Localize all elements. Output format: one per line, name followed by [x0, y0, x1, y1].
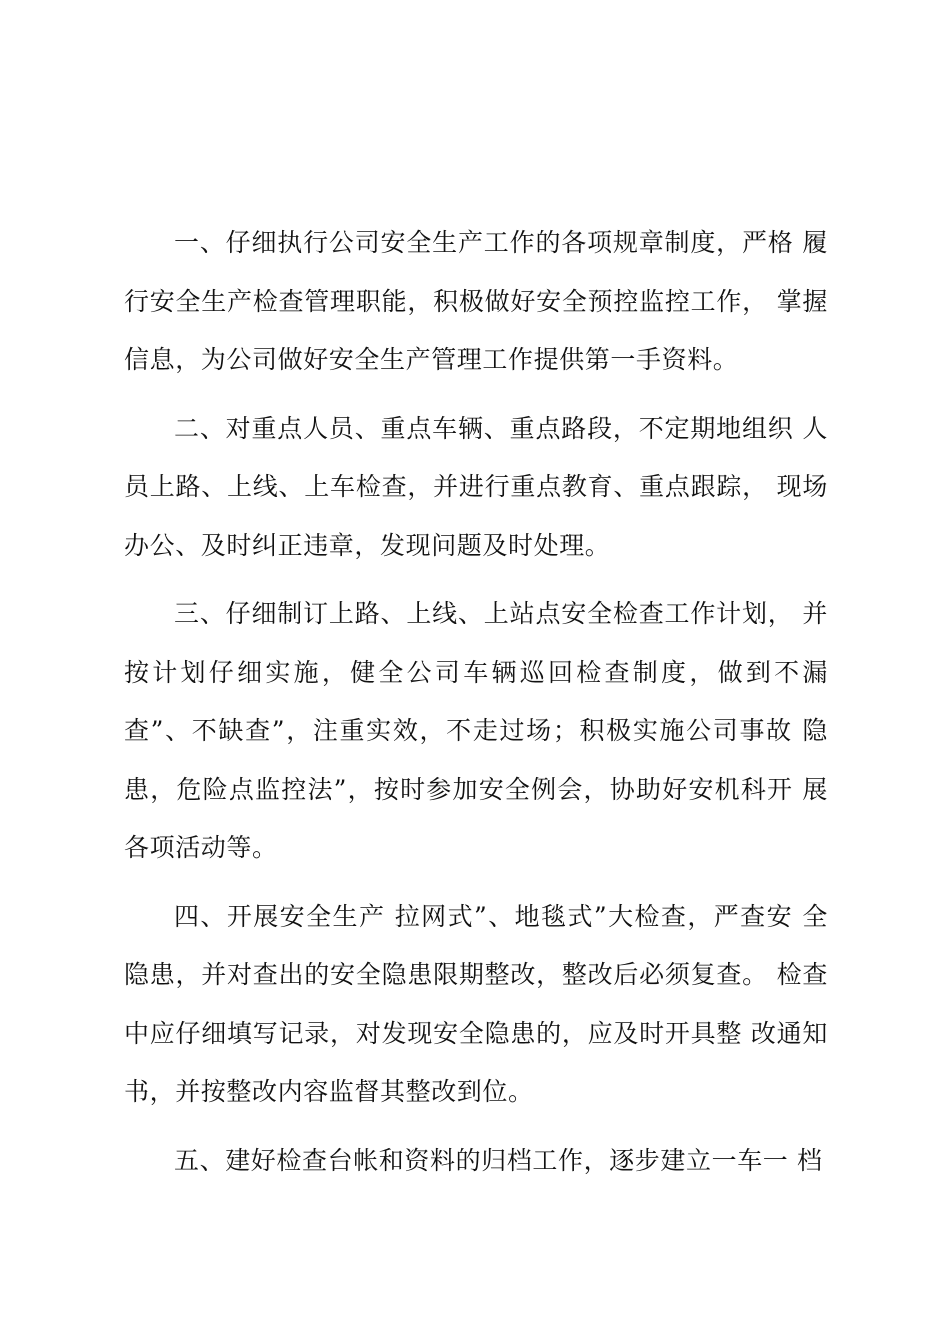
paragraph-5: 五、建好检查台帐和资料的归档工作，逐步建立一车一 档 — [174, 1145, 823, 1175]
paragraph-4: 四、开展安全生产 拉网式”、地毯式”大检查，严查安 全隐患，并对查出的安全隐患限期整改，整改后必须复查。 检查中应仔细填写记录，对发现安全隐患的，应及时开具整 改通知书，并按整改内容监督其整改到位。 — [124, 901, 828, 1106]
paragraph-2: 二、对重点人员、重点车辆、重点路段，不定期地组织 人员上路、上线、上车检查，并进行重点教育、重点跟踪， 现场办公、及时纠正违章，发现问题及时处理。 — [124, 413, 828, 560]
paragraph-3: 三、仔细制订上路、上线、上站点安全检查工作计划， 并按计划仔细实施，健全公司车辆巡回检查制度，做到不漏查”、不缺查”，注重实效，不走过场；积极实施公司事故 隐患，危险点监控法”，按时参加安全例会，协助好安机科开 展各项活动等。 — [124, 599, 828, 862]
paragraph-1: 一、仔细执行公司安全生产工作的各项规章制度，严格 履行安全生产检查管理职能，积极做好安全预控监控工作， 掌握信息，为公司做好安全生产管理工作提供第一手资料。 — [124, 228, 828, 374]
document-body — [124, 214, 828, 1190]
